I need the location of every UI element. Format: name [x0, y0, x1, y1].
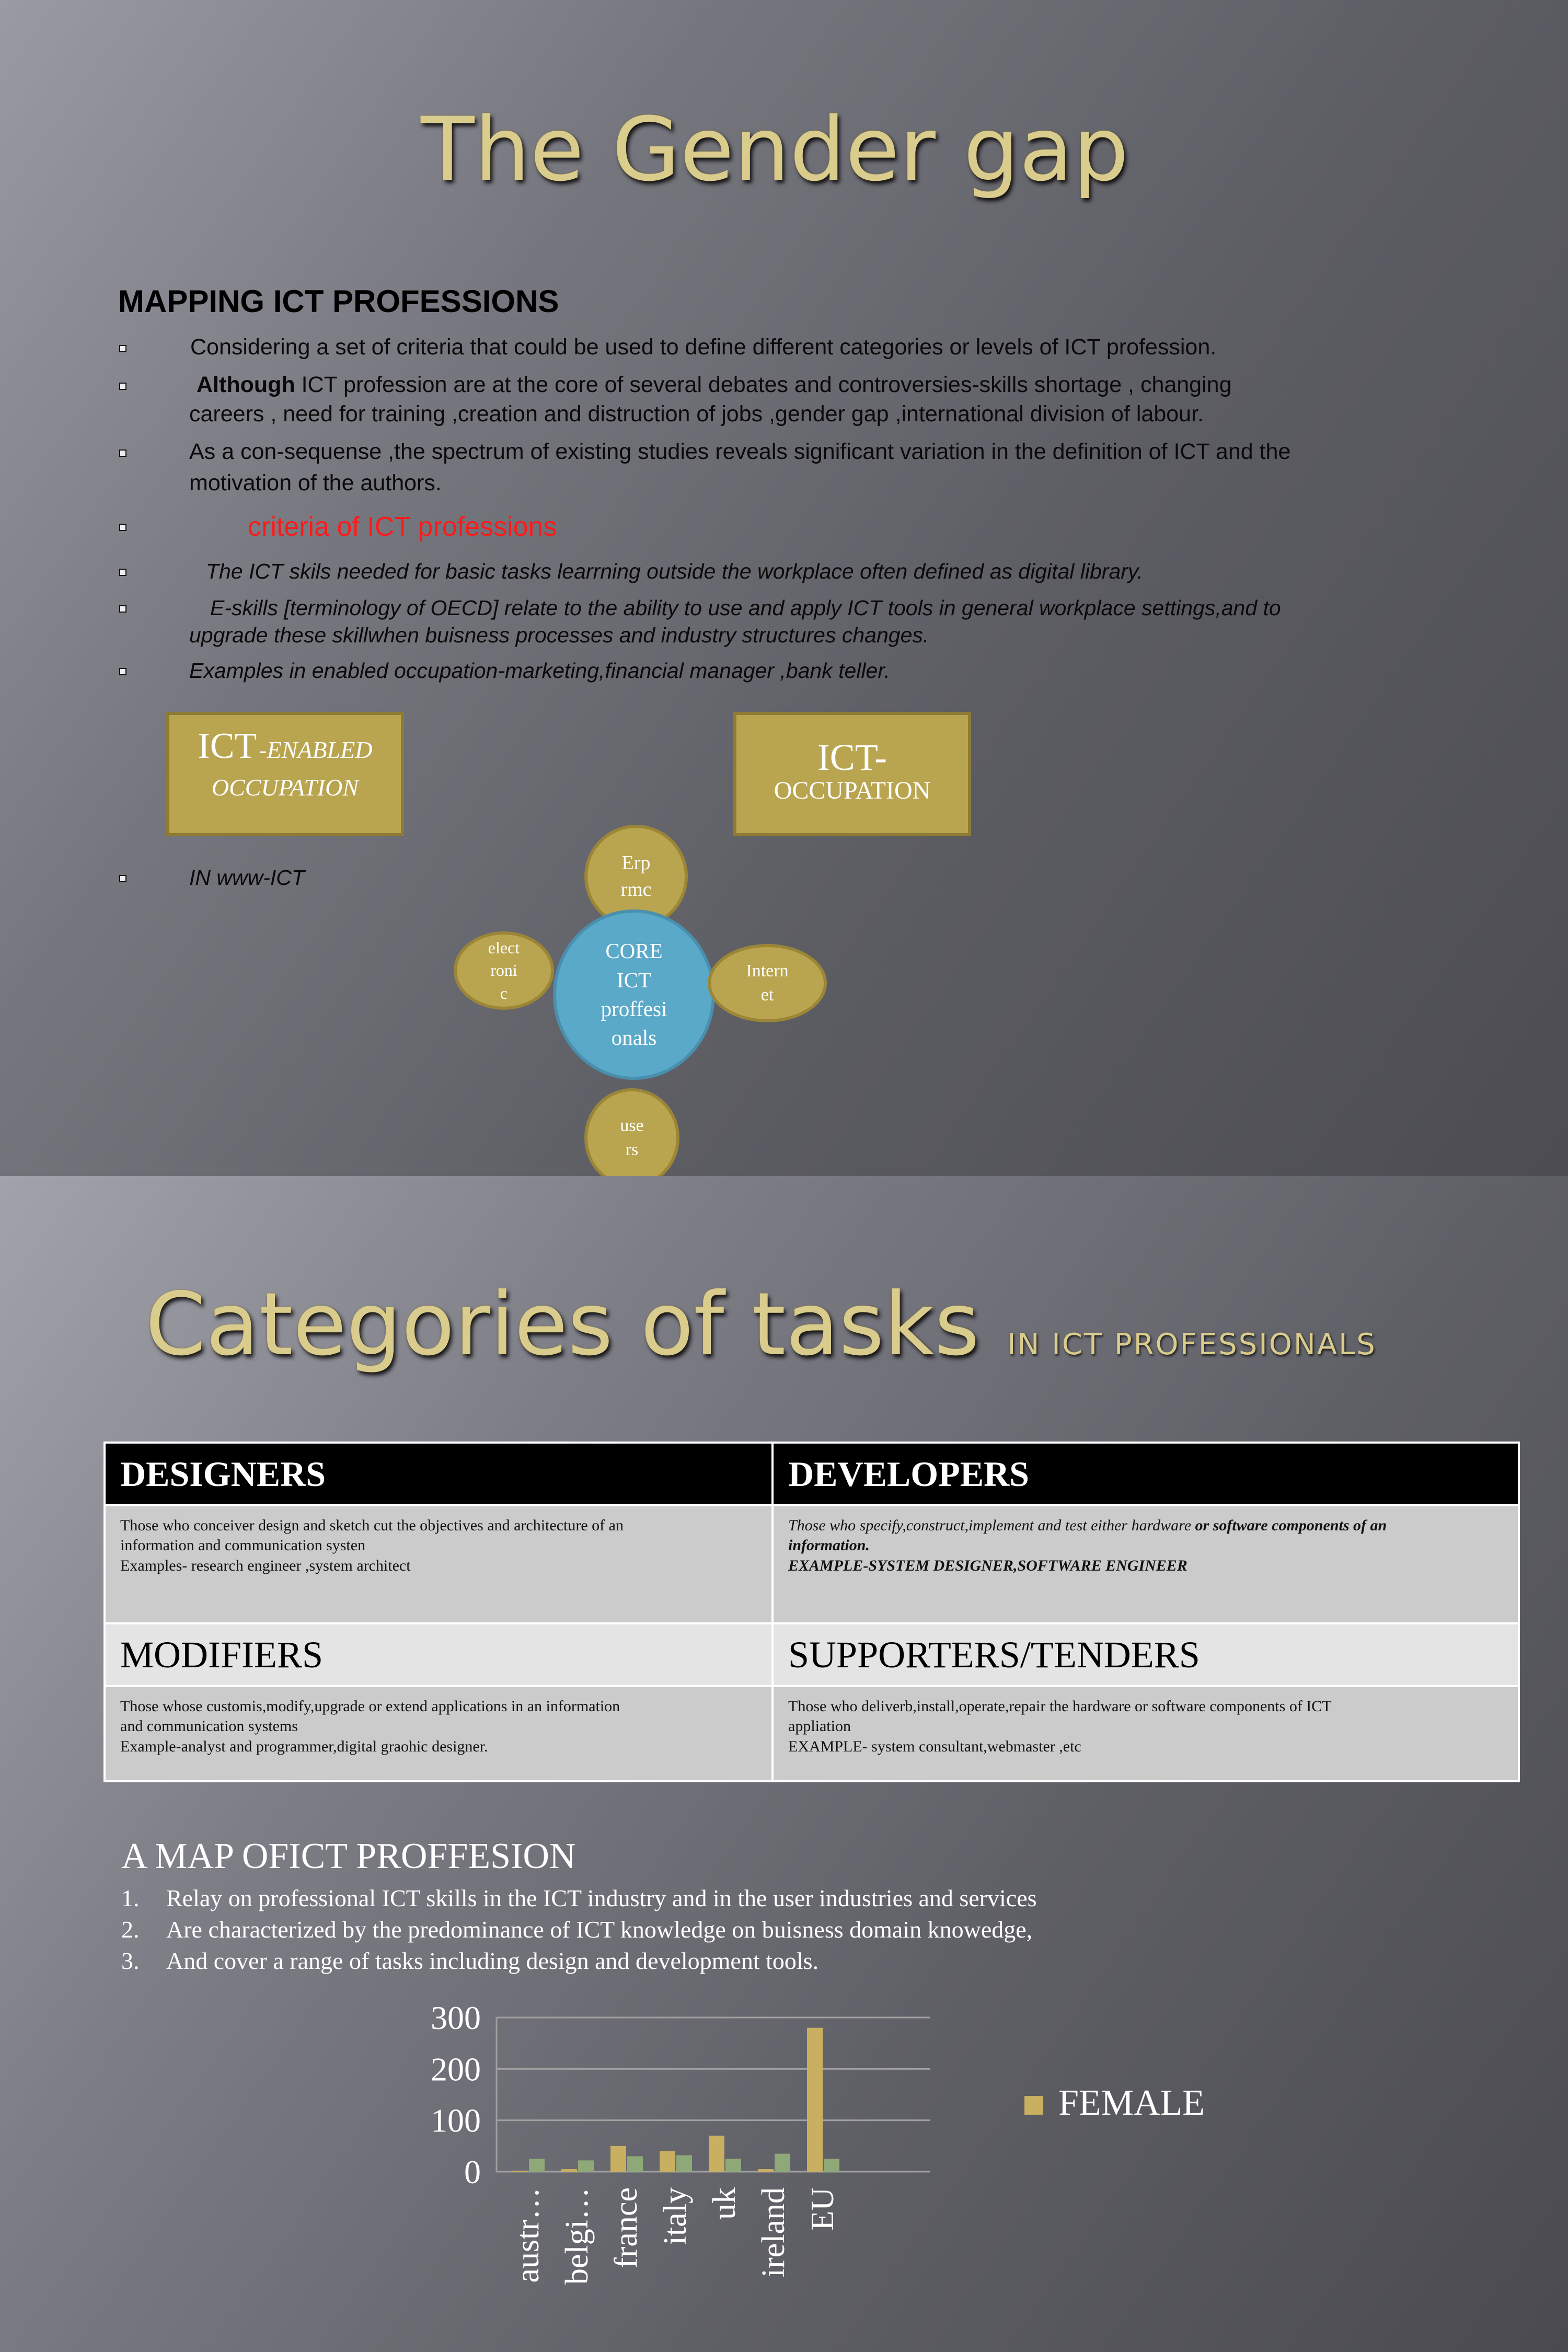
bullet-text: The ICT skils needed for basic tasks learrning outside the workplace often defined as digital library.	[206, 559, 1143, 583]
legend-label: FEMALE	[1058, 2083, 1205, 2123]
box-label-main: ICT-	[817, 736, 887, 778]
internet-circle: Intern et	[708, 944, 827, 1022]
bar-female	[807, 2028, 823, 2172]
table-row	[105, 1686, 1519, 1781]
bullet-text: As a con-sequense ,the spectrum of existing studies reveals significant variation in the definition of ICT and the	[189, 439, 1291, 464]
x-tick-label: EU	[805, 2187, 840, 2231]
slide-title-suffix: IN ICT PROFESSIONALS	[1007, 1328, 1377, 1362]
bullet-text-rest: ICT profession are at the core of several debates and controversies-skills shortage , changing	[295, 372, 1232, 397]
table-cell: Those who deliverb,install,operate,repair the hardware or software components of ICT appliation EXAMPLE- system consultant,webmaster ,etc	[773, 1686, 1519, 1781]
slide-title-main: Categories of tasks	[145, 1274, 980, 1375]
map-list	[121, 1883, 1037, 1977]
table-header-modifiers: MODIFIERS	[105, 1623, 773, 1686]
users-circle: use rs	[584, 1088, 679, 1176]
bar-series2	[627, 2157, 643, 2172]
box-label-line2: OCCUPATION	[211, 774, 359, 801]
bullet-icon	[119, 668, 126, 675]
section-subtitle: MAPPING ICT PROFESSIONS	[118, 284, 559, 319]
bar-female	[561, 2169, 577, 2172]
bullet-text: IN www-ICT	[189, 866, 305, 890]
bullet-list	[119, 0, 1530, 993]
bullet-text	[197, 372, 1231, 398]
bar-female	[660, 2151, 675, 2172]
core-ict-professionals-circle: CORE ICT proffesi onals	[553, 909, 715, 1080]
bullet-icon	[119, 569, 126, 576]
bar-series2	[775, 2154, 790, 2172]
ict-enabled-occupation-box	[166, 712, 404, 836]
bullet-icon	[119, 345, 126, 352]
table-row	[105, 1443, 1519, 1505]
x-tick-label: uk	[707, 2187, 742, 2220]
bullet-text-line2: careers , need for training ,creation and distruction of jobs ,gender gap ,international division of labour.	[189, 401, 1204, 426]
legend-swatch	[1024, 2096, 1043, 2115]
bar-female	[709, 2136, 724, 2172]
x-tick-label: italy	[658, 2187, 693, 2245]
box-label-line2: OCCUPATION	[774, 777, 931, 804]
y-tick-label: 200	[431, 2050, 481, 2088]
bullet-icon	[119, 605, 126, 613]
bullet-text-line2: motivation of the authors.	[189, 470, 442, 495]
table-header-developers: DEVELOPERS	[773, 1443, 1519, 1505]
x-tick-label: austr…	[510, 2187, 546, 2283]
y-tick-label: 300	[431, 1999, 481, 2036]
box-label-main: ICT	[198, 726, 257, 766]
bar-series2	[529, 2159, 545, 2172]
bullet-icon	[119, 524, 126, 531]
table-cell: Those who specify,construct,implement and test either hardware or software components of an information. EXAMPLE-SYSTEM DESIGNER,SOFTWARE ENGINEER	[773, 1505, 1519, 1623]
bar-series2	[725, 2159, 741, 2172]
y-tick-label: 100	[431, 2102, 481, 2139]
bar-female	[512, 2171, 528, 2172]
bar-female	[758, 2169, 774, 2172]
list-item: 1. Relay on professional ICT skills in the ICT industry and in the user industries and services	[121, 1885, 1037, 1911]
table-row	[105, 1623, 1519, 1686]
bar-series2	[578, 2160, 594, 2172]
ict-occupation-box	[733, 712, 971, 836]
x-tick-label: ireland	[756, 2187, 791, 2278]
table-cell: Those who conceiver design and sketch cut the objectives and architecture of an information and communication systen Examples- research engineer ,system architect	[105, 1505, 773, 1623]
bullet-bold: Although	[197, 372, 295, 397]
box-label-sub: -ENABLED	[259, 736, 373, 763]
y-tick-label: 0	[464, 2153, 481, 2190]
bullet-icon	[119, 875, 126, 882]
x-tick-label: belgi…	[559, 2187, 595, 2285]
table-header-designers: DESIGNERS	[105, 1443, 773, 1505]
erp-circle: Erp rmc	[584, 825, 688, 928]
bullet-text: Examples in enabled occupation-marketing,financial manager ,bank teller.	[189, 659, 890, 683]
map-heading: A MAP OFICT PROFFESION	[121, 1836, 576, 1876]
table-row	[105, 1505, 1519, 1623]
table-cell: Those whose customis,modify,upgrade or extend applications in an information and communication systems Example-analyst and programmer,digital graohic designer.	[105, 1686, 773, 1781]
list-item: 2. Are characterized by the predominance of ICT knowledge on buisness domain knowedge,	[121, 1916, 1033, 1943]
slide-title	[145, 1274, 1377, 1375]
tasks-table	[103, 1442, 1520, 1782]
slide-categories-of-tasks	[0, 1176, 1568, 2352]
list-item: 3. And cover a range of tasks including design and development tools.	[121, 1947, 819, 1974]
bullet-text-highlight: criteria of ICT professions	[248, 512, 557, 542]
bullet-text: Considering a set of criteria that could be used to define different categories or levels of ICT profession.	[190, 335, 1217, 360]
bullet-text: E-skills [terminology of OECD] relate to the ability to use and apply ICT tools in general workplace settings,and to	[210, 596, 1281, 620]
bullet-icon	[119, 383, 126, 390]
electronic-circle: elect roni c	[454, 931, 554, 1010]
bullet-icon	[119, 449, 126, 457]
bar-chart	[366, 1986, 1254, 2352]
bullet-text-line2: upgrade these skillwhen buisness processes and industry structures changes.	[189, 623, 929, 647]
bar-female	[610, 2146, 626, 2172]
bar-series2	[824, 2159, 839, 2172]
x-tick-label: france	[608, 2187, 644, 2268]
bar-series2	[676, 2155, 692, 2172]
table-header-supporters: SUPPORTERS/TENDERS	[773, 1623, 1519, 1686]
slide-title: The Gender gap	[421, 98, 1129, 201]
